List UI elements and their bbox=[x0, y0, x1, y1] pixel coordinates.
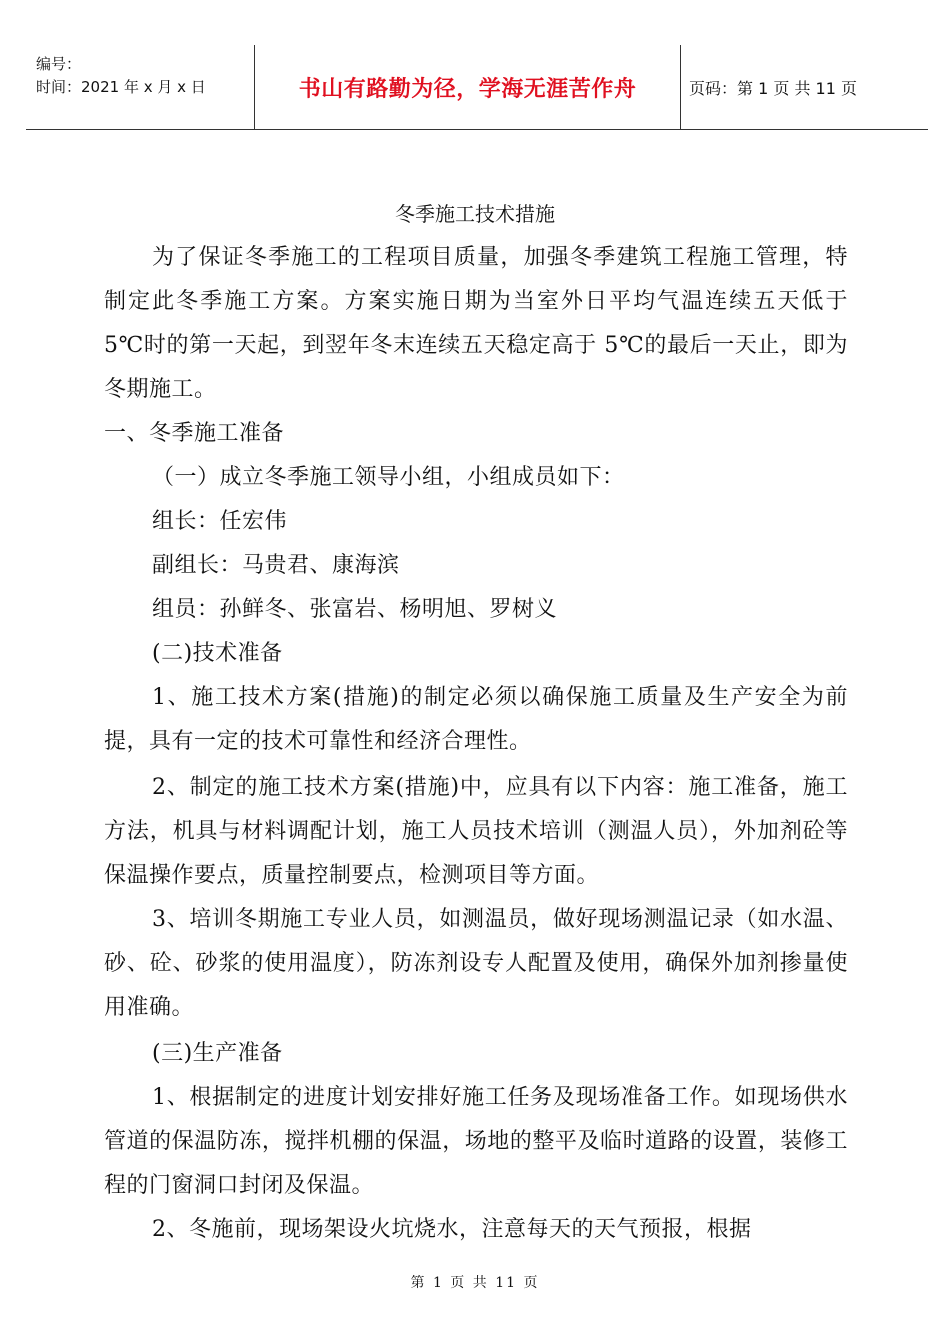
members-line: 组员：孙鲜冬、张富岩、杨明旭、罗树义 bbox=[152, 597, 558, 622]
subsection-heading: (二)技术准备 bbox=[152, 641, 283, 666]
leader-line: 组长：任宏伟 bbox=[152, 509, 288, 534]
section-heading: 一、冬季施工准备 bbox=[104, 421, 285, 446]
intro-paragraph: 为了保证冬季施工的工程项目质量，加强冬季建筑工程施工管理，特制定此冬季施工方案。方案实施日期为当室外日平均气温连续五天低于 5℃时的第一天起，到翌年冬末连续五天稳定高于 5℃的最后一天止，即为冬期施工。 bbox=[104, 245, 848, 402]
tech-item-3: 3、培训冬期施工专业人员，如测温员，做好现场测温记录（如水温、砂、砼、砂浆的使用温度），防冻剂设专人配置及使用，确保外加剂掺量使用准确。 bbox=[104, 907, 848, 1020]
subsection-heading: (三)生产准备 bbox=[152, 1041, 283, 1066]
deputy-line: 副组长：马贵君、康海滨 bbox=[152, 553, 400, 578]
header-page-info: 页码：第 1 页 共 11 页 bbox=[689, 78, 857, 98]
document-number-label: 编号： bbox=[36, 55, 82, 73]
tech-item-2: 2、制定的施工技术方案(措施)中，应具有以下内容：施工准备，施工方法，机具与材料调配计划，施工人员技术培训（测温人员），外加剂砼等保温操作要点，质量控制要点，检测项目等方面。 bbox=[104, 775, 848, 888]
document-time-label: 时间：2021 年 x 月 x 日 bbox=[36, 78, 206, 96]
page-footer: 第 1 页 共 11 页 bbox=[410, 1275, 540, 1291]
subsection-heading: （一）成立冬季施工领导小组，小组成员如下： bbox=[152, 465, 625, 490]
document-title: 冬季施工技术措施 bbox=[395, 202, 555, 226]
header-motto: 书山有路勤为径，学海无涯苦作舟 bbox=[255, 45, 681, 129]
prod-item-2: 2、冬施前，现场架设火坑烧水，注意每天的天气预报，根据 bbox=[152, 1217, 752, 1242]
tech-item-1: 1、施工技术方案(措施)的制定必须以确保施工质量及生产安全为前提，具有一定的技术可靠性和经济合理性。 bbox=[104, 685, 848, 754]
header-meta-cell bbox=[26, 45, 255, 129]
header-table bbox=[26, 45, 928, 130]
prod-item-1: 1、根据制定的进度计划安排好施工任务及现场准备工作。如现场供水管道的保温防冻，搅拌机棚的保温，场地的整平及临时道路的设置，装修工程的门窗洞口封闭及保温。 bbox=[104, 1085, 848, 1198]
